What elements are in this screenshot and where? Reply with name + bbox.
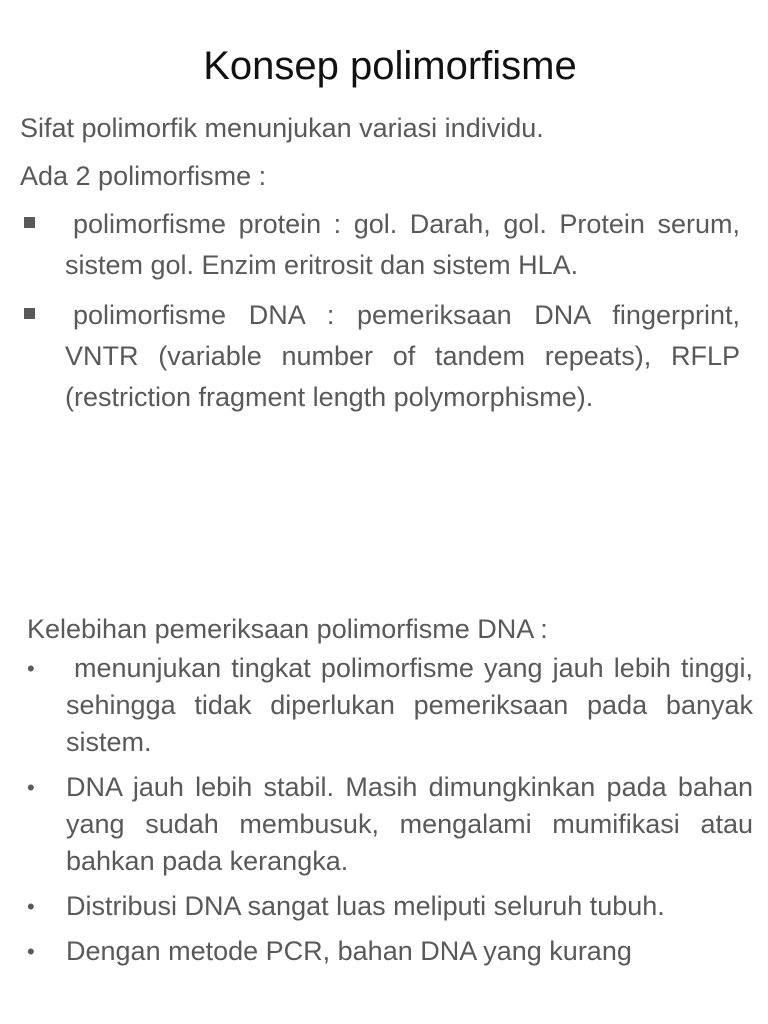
polymorphism-types-list xyxy=(20,204,740,418)
list-item-text: polimorfisme DNA : pemeriksaan DNA fingerprint, VNTR (variable number of tandem repeats), RFLP (restriction fragment length polymorphisme). xyxy=(65,300,740,412)
intro-line-2: Ada 2 polimorfisme : xyxy=(20,161,267,191)
list-item xyxy=(20,295,740,418)
round-bullet-icon: • xyxy=(27,894,35,919)
round-bullet-icon: • xyxy=(27,939,35,964)
polymorphism-types-section xyxy=(20,108,740,427)
square-bullet-icon xyxy=(24,217,35,228)
advantages-section xyxy=(27,610,753,978)
advantages-list xyxy=(27,650,753,970)
list-item-text: Distribusi DNA sangat luas meliputi seluruh tubuh. xyxy=(66,891,665,921)
list-item-text: menunjukan tingkat polimorfisme yang jauh lebih tinggi, sehingga tidak diperlukan pemeriksaan pada banyak sistem. xyxy=(66,653,753,757)
round-bullet-icon: • xyxy=(27,656,35,681)
square-bullet-icon xyxy=(24,308,35,319)
list-item xyxy=(27,933,753,970)
list-item xyxy=(20,204,740,286)
list-item xyxy=(27,769,753,880)
list-item xyxy=(27,888,753,925)
list-item-text: Dengan metode PCR, bahan DNA yang kurang xyxy=(66,936,632,966)
list-item-text: polimorfisme protein : gol. Darah, gol. Protein serum, sistem gol. Enzim eritrosit dan sistem HLA. xyxy=(65,209,740,280)
page-title: Konsep polimorfisme xyxy=(203,44,577,88)
intro-line-1: Sifat polimorfik menunjukan variasi individu. xyxy=(20,113,544,143)
advantages-heading: Kelebihan pemeriksaan polimorfisme DNA : xyxy=(27,614,548,644)
round-bullet-icon: • xyxy=(27,775,35,800)
list-item xyxy=(27,650,753,761)
list-item-text: DNA jauh lebih stabil. Masih dimungkinkan pada bahan yang sudah membusuk, mengalami mumifikasi atau bahkan pada kerangka. xyxy=(66,772,753,876)
